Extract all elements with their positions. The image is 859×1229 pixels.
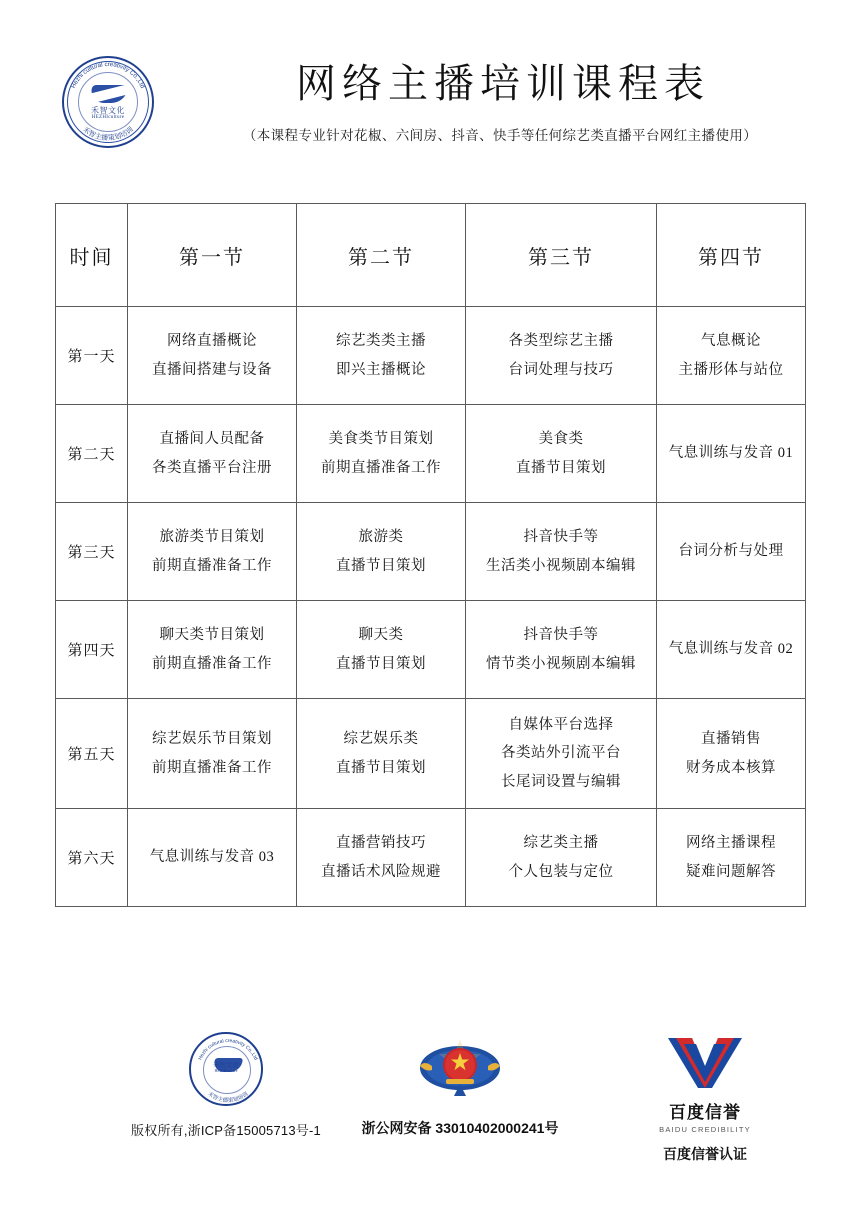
schedule-cell: [128, 601, 297, 699]
schedule-cell: [466, 405, 657, 503]
schedule-cell-line: 长尾词设置与编辑: [501, 773, 621, 790]
schedule-cell: [128, 307, 297, 405]
table-row: [56, 809, 806, 907]
schedule-cell: [128, 809, 297, 907]
svg-text:禾智主播策划培训: 禾智主播策划培训: [206, 1091, 250, 1105]
schedule-cell: [128, 699, 297, 809]
company-logo: [62, 56, 154, 148]
footer-logo-name-cn: 禾智文化: [213, 1062, 239, 1069]
schedule-cell-line: 直播节目策划: [336, 759, 426, 776]
schedule-cell: [657, 405, 806, 503]
table-header: [56, 204, 806, 307]
row-day-label: 第一天: [56, 307, 128, 405]
baidu-title: 百度信誉: [669, 1103, 741, 1122]
schedule-cell: [657, 307, 806, 405]
row-day-label: 第二天: [56, 405, 128, 503]
table-header-row: [56, 204, 806, 307]
police-badge-icon: [418, 1032, 502, 1102]
schedule-cell-line: 即兴主播概论: [336, 361, 426, 378]
schedule-cell-line: 美食类: [538, 431, 584, 448]
schedule-cell-line: 直播间人员配备: [159, 431, 265, 448]
schedule-cell-line: 前期直播准备工作: [152, 557, 272, 574]
schedule-cell-line: 生活类小视频剧本编辑: [486, 557, 636, 574]
schedule-cell: [657, 809, 806, 907]
schedule-cell: [657, 699, 806, 809]
schedule-cell: [657, 601, 806, 699]
schedule-cell-line: 旅游类: [358, 529, 404, 546]
column-header-time: 时间: [56, 204, 128, 307]
footer-company-logo: [189, 1032, 263, 1106]
table-row: [56, 503, 806, 601]
schedule-cell: [466, 601, 657, 699]
schedule-cell-line: 抖音快手等: [523, 627, 599, 644]
schedule-cell-line: 各类型综艺主播: [508, 333, 614, 350]
schedule-cell: [128, 405, 297, 503]
svg-text:禾智主播策划培训: 禾智主播策划培训: [81, 125, 135, 143]
schedule-cell-line: 前期直播准备工作: [152, 655, 272, 672]
schedule-cell-line: 直播营销技巧: [336, 835, 426, 852]
schedule-cell: [297, 405, 466, 503]
schedule-cell-line: 气息训练与发音 01: [668, 445, 794, 462]
schedule-cell-line: 聊天类: [358, 627, 404, 644]
schedule-cell-line: 综艺类主播: [523, 835, 599, 852]
police-record-block[interactable]: [330, 1032, 590, 1138]
schedule-cell-line: 直播节目策划: [516, 459, 606, 476]
svg-text:Hezhi cultural creativity Co.,: Hezhi cultural creativity Co.,Ltd: [197, 1037, 259, 1062]
schedule-cell-line: 财务成本核算: [686, 759, 776, 776]
schedule-cell: [297, 809, 466, 907]
row-day-label: 第三天: [56, 503, 128, 601]
table-row: [56, 307, 806, 405]
schedule-cell-line: 气息训练与发音 02: [668, 641, 794, 658]
schedule-cell-line: 自媒体平台选择: [508, 717, 614, 734]
schedule-cell: [466, 699, 657, 809]
schedule-cell: [466, 809, 657, 907]
schedule-cell-line: 主播形体与站位: [678, 361, 784, 378]
schedule-cell: [297, 699, 466, 809]
logo-emblem: [78, 72, 138, 132]
logo-company-name-cn: 禾智文化: [91, 106, 125, 115]
baidu-subtitle: BAIDU CREDIBILITY: [659, 1125, 751, 1134]
schedule-cell: [297, 601, 466, 699]
schedule-cell-line: 聊天类节目策划: [159, 627, 265, 644]
table-body: [56, 307, 806, 907]
schedule-cell-line: 综艺类类主播: [336, 333, 426, 350]
document-header: [0, 0, 859, 143]
schedule-cell-line: 各类站外引流平台: [501, 745, 621, 762]
row-day-label: 第五天: [56, 699, 128, 809]
table-row: [56, 699, 806, 809]
schedule-table: [55, 203, 806, 907]
schedule-cell-line: 抖音快手等: [523, 529, 599, 546]
schedule-cell-line: 网络主播课程: [686, 835, 776, 852]
table-row: [56, 601, 806, 699]
footer-logo-name-en: HEZHIculture: [214, 1068, 238, 1073]
schedule-cell-line: 疑难问题解答: [686, 863, 776, 880]
baidu-v-icon: [666, 1036, 744, 1090]
schedule-cell-line: 各类直播平台注册: [152, 459, 272, 476]
baidu-credibility-block[interactable]: [600, 1036, 810, 1164]
copyright-text: 版权所有,浙ICP备15005713号-1: [131, 1123, 321, 1138]
schedule-cell: [657, 503, 806, 601]
column-header-period-2: 第二节: [297, 204, 466, 307]
row-day-label: 第四天: [56, 601, 128, 699]
schedule-cell-line: 直播销售: [701, 731, 761, 748]
schedule-cell-line: 直播节目策划: [336, 557, 426, 574]
row-day-label: 第六天: [56, 809, 128, 907]
column-header-period-3: 第三节: [466, 204, 657, 307]
footer-company-logo-block: [96, 1032, 356, 1139]
schedule-cell-line: 直播节目策划: [336, 655, 426, 672]
schedule-cell-line: 旅游类节目策划: [159, 529, 265, 546]
schedule-cell-line: 气息概论: [701, 333, 761, 350]
table-row: [56, 405, 806, 503]
police-record-text[interactable]: 浙公网安备 33010402000241号: [361, 1120, 559, 1136]
baidu-certification-text[interactable]: 百度信誉认证: [663, 1146, 747, 1162]
document-footer: [0, 1022, 859, 1222]
schedule-table-container: [55, 203, 805, 907]
schedule-cell-line: 个人包装与定位: [508, 863, 614, 880]
schedule-cell-line: 台词分析与处理: [678, 543, 784, 560]
schedule-cell-line: 直播话术风险规避: [321, 863, 441, 880]
schedule-cell-line: 综艺娱乐类: [343, 731, 419, 748]
schedule-cell-line: 前期直播准备工作: [321, 459, 441, 476]
schedule-cell: [466, 307, 657, 405]
schedule-cell-line: 情节类小视频剧本编辑: [486, 655, 636, 672]
schedule-cell-line: 直播间搭建与设备: [152, 361, 272, 378]
svg-text:Hezhi cultural creativity Co.,: Hezhi cultural creativity Co.,Ltd: [69, 60, 147, 90]
schedule-cell-line: 台词处理与技巧: [508, 361, 614, 378]
logo-company-name-en: HEZHIculture: [91, 115, 125, 120]
schedule-cell-line: 美食类节目策划: [328, 431, 434, 448]
schedule-cell-line: 综艺娱乐节目策划: [152, 731, 272, 748]
column-header-period-1: 第一节: [128, 204, 297, 307]
schedule-cell-line: 网络直播概论: [167, 333, 257, 350]
schedule-cell: [466, 503, 657, 601]
schedule-cell-line: 前期直播准备工作: [152, 759, 272, 776]
column-header-period-4: 第四节: [657, 204, 806, 307]
page-subtitle: （本课程专业针对花椒、六间房、抖音、快手等任何综艺类直播平台网红主播使用）: [242, 128, 758, 143]
schedule-cell: [297, 503, 466, 601]
schedule-cell-line: 气息训练与发音 03: [149, 849, 275, 866]
schedule-cell: [297, 307, 466, 405]
title-block: [180, 58, 820, 144]
page-title: 网络主播培训课程表: [296, 61, 710, 106]
schedule-cell: [128, 503, 297, 601]
